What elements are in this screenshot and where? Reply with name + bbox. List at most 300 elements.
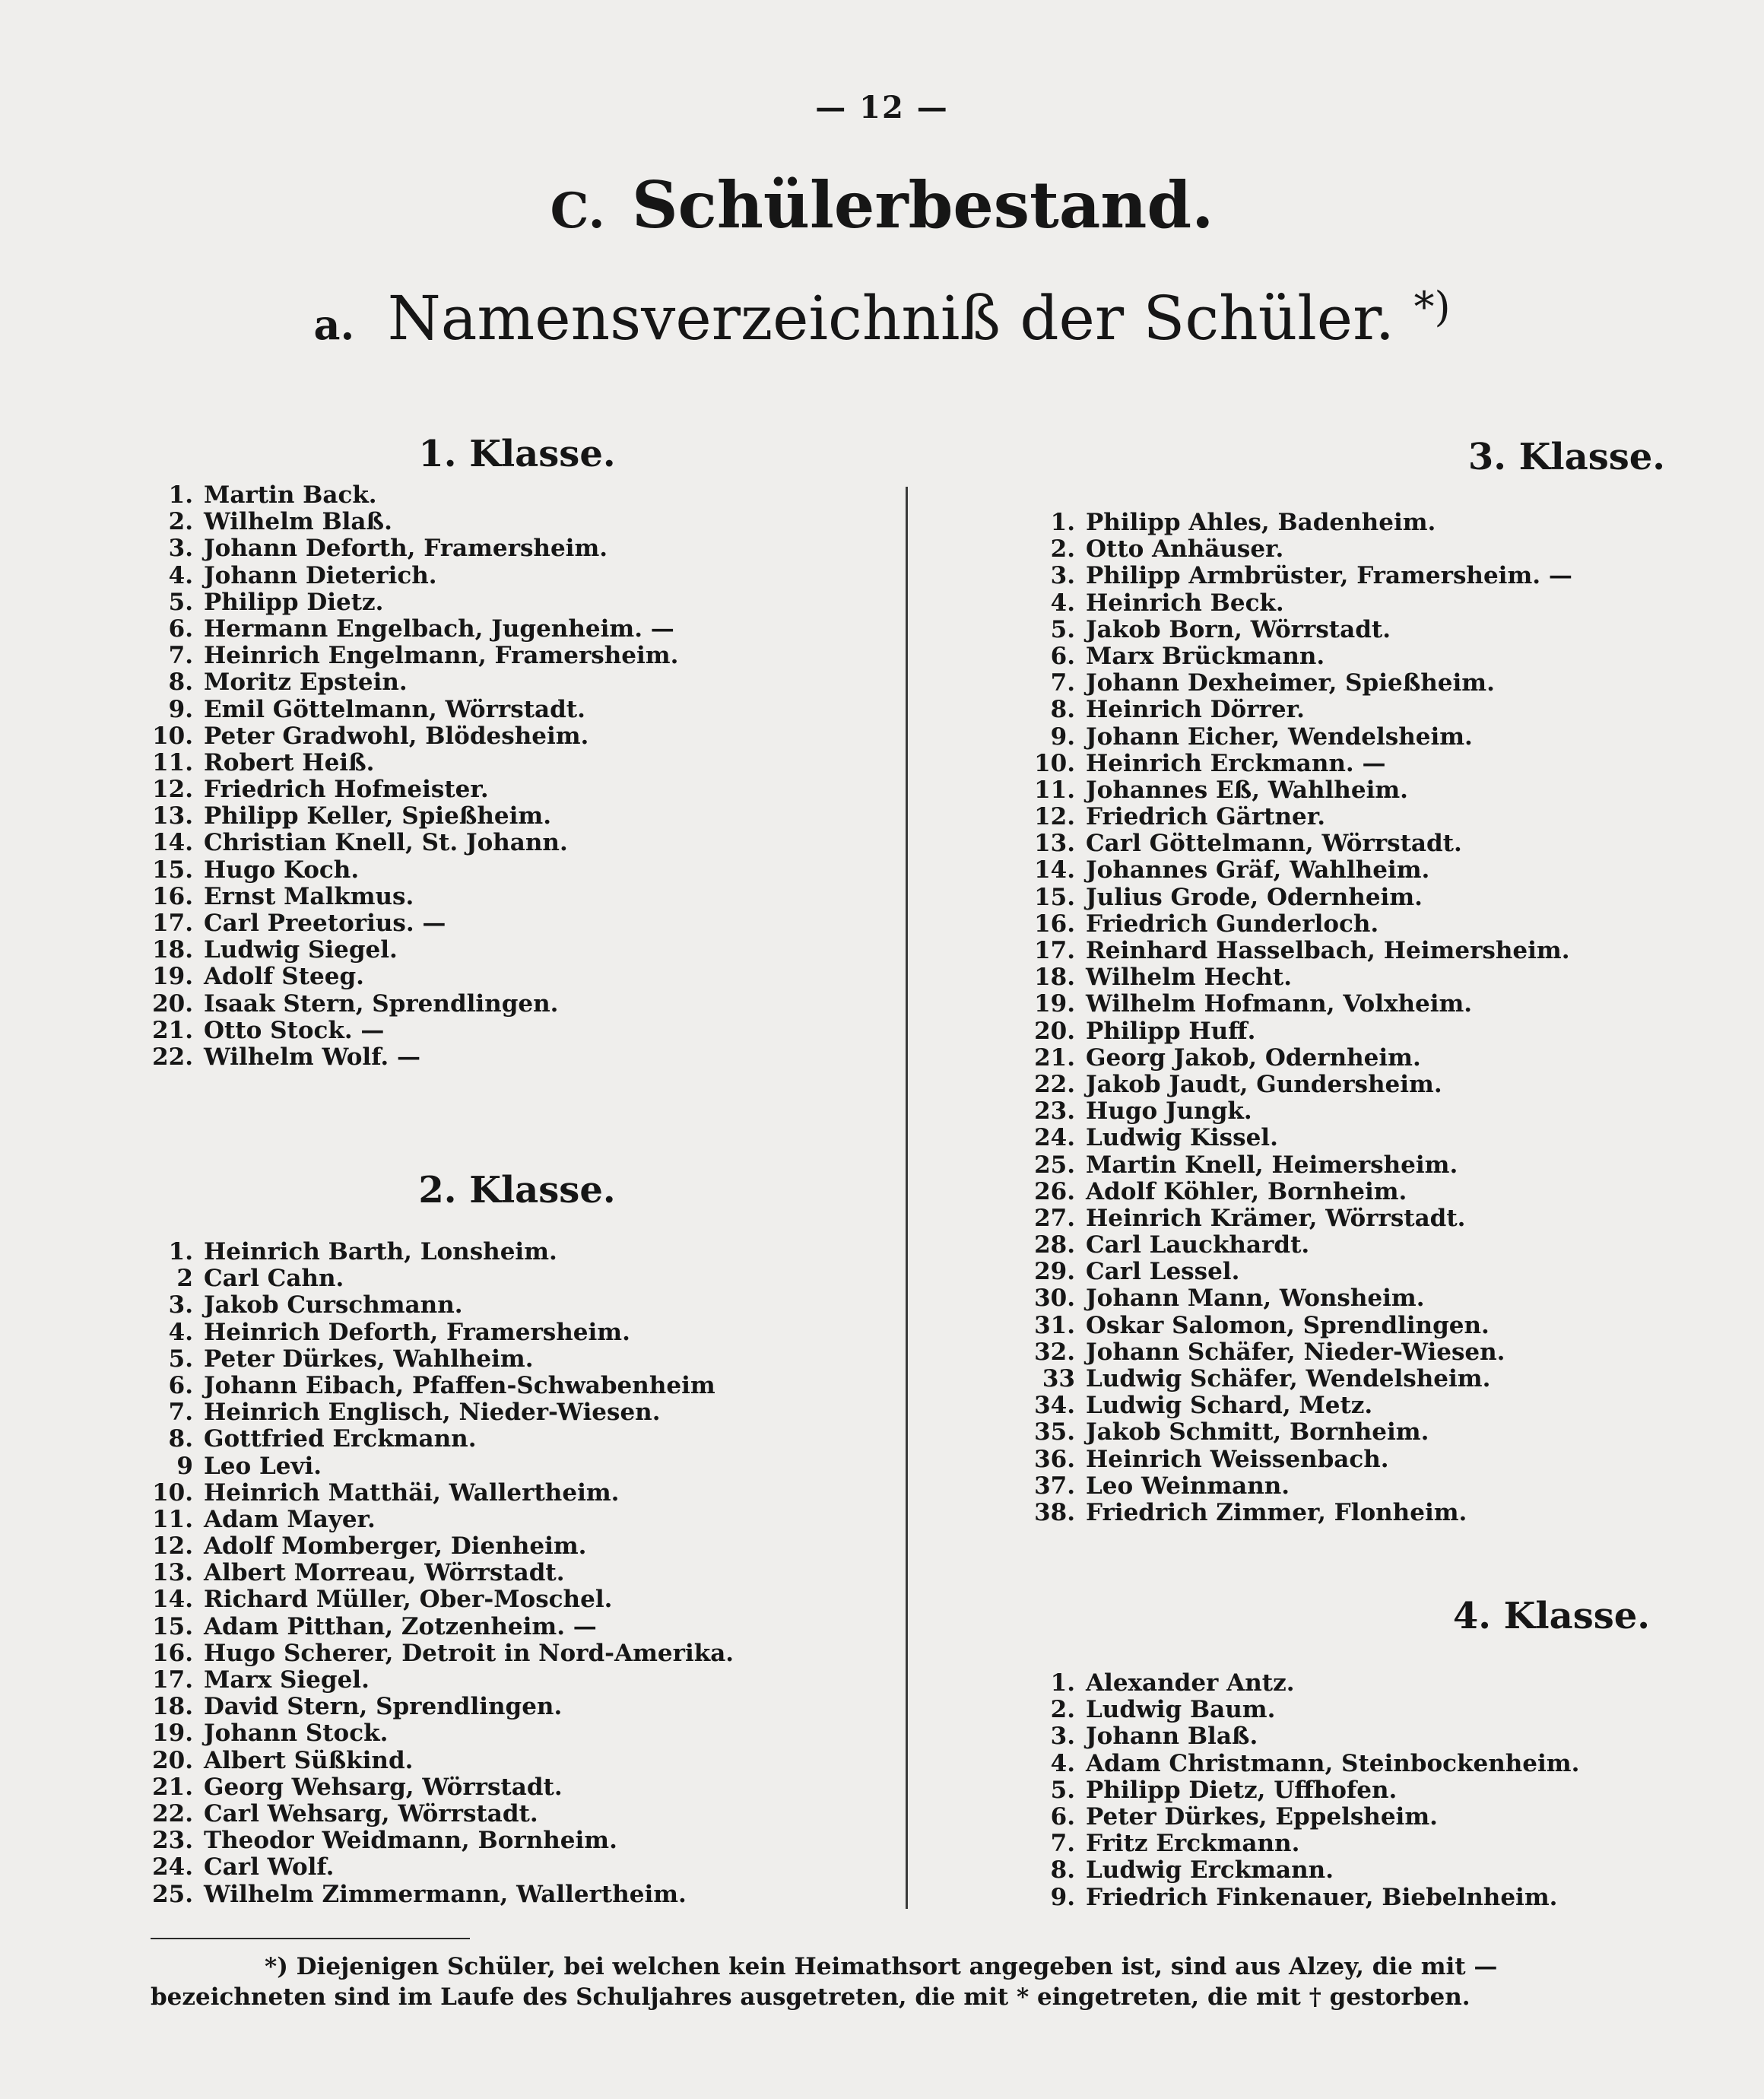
student-name: Reinhard Hasselbach, Heimersheim. xyxy=(1086,937,1570,964)
student-entry xyxy=(144,910,890,937)
class-4-block xyxy=(1026,1594,1696,1911)
student-name: Ludwig Schäfer, Wendelsheim. xyxy=(1086,1365,1491,1392)
student-number: 12. xyxy=(152,1532,193,1561)
student-number: 17. xyxy=(152,1666,193,1694)
student-name: Adolf Steeg. xyxy=(204,963,364,991)
student-entry xyxy=(1026,1392,1696,1419)
student-entry xyxy=(1026,1446,1696,1473)
student-name: Wilhelm Zimmermann, Wallertheim. xyxy=(204,1880,687,1908)
student-number: 18. xyxy=(152,936,193,964)
student-name: Isaak Stern, Sprendlingen. xyxy=(204,989,559,1018)
student-number: 8. xyxy=(168,1425,193,1453)
student-name: Otto Stock. — xyxy=(204,1016,385,1044)
student-number: 16. xyxy=(152,1639,193,1667)
student-number: 1. xyxy=(168,481,193,509)
student-number: 16. xyxy=(1034,910,1075,938)
student-name: Theodor Weidmann, Bornheim. xyxy=(204,1827,617,1855)
student-entry xyxy=(1026,1751,1696,1777)
student-entry xyxy=(144,482,890,509)
student-name: David Stern, Sprendlingen. xyxy=(204,1693,563,1721)
student-entry xyxy=(1026,724,1696,751)
student-entry xyxy=(144,1373,890,1399)
student-entry xyxy=(1026,830,1696,857)
student-entry xyxy=(144,1881,890,1908)
student-entry xyxy=(1026,1804,1696,1831)
class-1-block xyxy=(144,432,890,1071)
student-name: Marx Brückmann. xyxy=(1086,642,1325,670)
student-entry xyxy=(1026,1098,1696,1125)
student-entry xyxy=(1026,804,1696,830)
student-name: Jakob Born, Wörrstadt. xyxy=(1086,615,1391,643)
student-name: Julius Grode, Odernheim. xyxy=(1086,883,1423,911)
student-number: 20. xyxy=(1034,1017,1075,1045)
student-number: 35. xyxy=(1034,1418,1075,1446)
class-4-heading: 4. Klasse. xyxy=(1452,1595,1650,1637)
footnote-mark: *) xyxy=(1413,283,1451,331)
student-name: Heinrich Krämer, Wörrstadt. xyxy=(1086,1204,1466,1232)
student-number: 23. xyxy=(152,1827,193,1855)
student-number: 14. xyxy=(1034,856,1075,884)
student-number: 8. xyxy=(1050,696,1075,724)
student-name: Jakob Jaudt, Gundersheim. xyxy=(1086,1070,1442,1098)
student-number: 2. xyxy=(1050,1696,1075,1724)
student-number: 19. xyxy=(152,963,193,991)
student-entry xyxy=(144,857,890,884)
student-name: Georg Wehsarg, Wörrstadt. xyxy=(204,1773,563,1801)
student-number: 6. xyxy=(1050,1802,1075,1831)
student-number: 25. xyxy=(1034,1151,1075,1179)
student-number: 4. xyxy=(168,561,193,589)
student-name: Martin Back. xyxy=(204,481,377,509)
student-entry xyxy=(144,884,890,910)
student-entry xyxy=(1026,1419,1696,1446)
student-entry xyxy=(1026,938,1696,964)
student-entry xyxy=(144,1399,890,1426)
student-entry xyxy=(144,1453,890,1480)
student-number: 5. xyxy=(1050,1776,1075,1804)
student-name: Johann Deforth, Framersheim. xyxy=(204,535,608,563)
student-entry xyxy=(1026,751,1696,777)
student-number: 36. xyxy=(1034,1445,1075,1473)
student-entry xyxy=(144,1774,890,1801)
student-name: Hermann Engelbach, Jugenheim. — xyxy=(204,614,674,643)
student-number: 16. xyxy=(152,882,193,910)
student-number: 9. xyxy=(1050,722,1075,751)
student-name: Heinrich Erckmann. — xyxy=(1086,749,1386,777)
student-number: 6. xyxy=(168,614,193,643)
student-name: Heinrich Beck. xyxy=(1086,589,1284,617)
student-name: Adolf Köhler, Bornheim. xyxy=(1086,1177,1407,1205)
page-number: — 12 — xyxy=(815,90,949,125)
student-name: Peter Dürkes, Eppelsheim. xyxy=(1086,1802,1438,1831)
student-name: Ludwig Kissel. xyxy=(1086,1124,1278,1152)
student-name: Friedrich Gunderloch. xyxy=(1086,910,1379,938)
student-entry xyxy=(144,589,890,616)
student-number: 7. xyxy=(1050,669,1075,697)
student-entry xyxy=(1026,1500,1696,1526)
student-number: 7. xyxy=(1050,1830,1075,1858)
student-number: 6. xyxy=(1050,642,1075,670)
student-name: Johannes Gräf, Wahlheim. xyxy=(1086,856,1430,884)
student-entry xyxy=(1026,964,1696,991)
student-entry xyxy=(1026,1232,1696,1259)
student-entry xyxy=(1026,1205,1696,1232)
student-entry xyxy=(144,964,890,990)
student-number: 14. xyxy=(152,829,193,857)
student-entry xyxy=(1026,1045,1696,1072)
student-number: 13. xyxy=(152,1559,193,1587)
student-number: 1. xyxy=(168,1238,193,1265)
student-entry xyxy=(144,803,890,830)
student-number: 20. xyxy=(152,989,193,1018)
student-number: 27. xyxy=(1034,1204,1075,1232)
student-name: Carl Cahn. xyxy=(204,1265,344,1293)
student-entry xyxy=(1026,643,1696,670)
subsection-title xyxy=(0,283,1764,354)
student-entry xyxy=(144,830,890,856)
student-name: Georg Jakob, Odernheim. xyxy=(1086,1043,1421,1072)
student-entry xyxy=(144,643,890,669)
student-entry xyxy=(1026,1285,1696,1312)
student-number: 22. xyxy=(152,1043,193,1071)
student-name: Wilhelm Wolf. — xyxy=(204,1043,421,1071)
student-entry xyxy=(144,1292,890,1319)
student-entry xyxy=(144,1319,890,1346)
student-entry xyxy=(1026,1018,1696,1045)
student-entry xyxy=(1026,697,1696,723)
student-name: Albert Morreau, Wörrstadt. xyxy=(204,1559,565,1587)
student-number: 15. xyxy=(152,856,193,884)
class-3-block xyxy=(1026,435,1696,1526)
student-name: Richard Müller, Ober-Moschel. xyxy=(204,1586,613,1614)
student-number: 4. xyxy=(168,1318,193,1346)
student-name: Christian Knell, St. Johann. xyxy=(204,829,568,857)
student-number: 3. xyxy=(168,1291,193,1319)
student-name: Wilhelm Hecht. xyxy=(1086,964,1292,992)
student-entry xyxy=(1026,1473,1696,1500)
student-number: 11. xyxy=(1034,776,1075,804)
student-number: 15. xyxy=(152,1612,193,1640)
student-number: 28. xyxy=(1034,1231,1075,1259)
student-entry xyxy=(1026,617,1696,643)
student-entry xyxy=(144,1827,890,1854)
student-number: 26. xyxy=(1034,1177,1075,1205)
student-entry xyxy=(1026,1152,1696,1179)
student-name: Martin Knell, Heimersheim. xyxy=(1086,1151,1458,1179)
student-name: Ludwig Erckmann. xyxy=(1086,1856,1334,1885)
student-entry xyxy=(1026,510,1696,536)
student-name: Philipp Ahles, Badenheim. xyxy=(1086,509,1436,536)
student-name: Carl Lessel. xyxy=(1086,1258,1240,1286)
student-name: Johann Stock. xyxy=(204,1720,389,1748)
student-number: 12. xyxy=(1034,803,1075,831)
student-number: 9. xyxy=(168,695,193,723)
student-entry xyxy=(144,1560,890,1586)
student-entry xyxy=(144,1239,890,1265)
student-entry xyxy=(144,750,890,776)
student-entry xyxy=(1026,1831,1696,1857)
student-number: 2. xyxy=(1050,535,1075,564)
student-name: Peter Gradwohl, Blödesheim. xyxy=(204,722,589,750)
student-number: 18. xyxy=(1034,964,1075,992)
student-number: 10. xyxy=(152,1478,193,1507)
student-name: Fritz Erckmann. xyxy=(1086,1830,1300,1858)
student-entry xyxy=(144,1801,890,1827)
student-name: Jakob Curschmann. xyxy=(204,1291,463,1319)
student-name: Johann Mann, Wonsheim. xyxy=(1086,1284,1425,1313)
student-number: 4. xyxy=(1050,589,1075,617)
student-number: 20. xyxy=(152,1746,193,1774)
student-name: Johann Blaß. xyxy=(1086,1723,1258,1751)
student-name: Heinrich Dörrer. xyxy=(1086,696,1305,724)
student-number: 4. xyxy=(1050,1749,1075,1777)
student-name: Leo Weinmann. xyxy=(1086,1472,1290,1500)
class-3-heading: 3. Klasse. xyxy=(1467,436,1665,478)
student-name: Heinrich Englisch, Nieder-Wiesen. xyxy=(204,1399,661,1427)
student-name: Heinrich Matthäi, Wallertheim. xyxy=(204,1478,620,1507)
student-number: 19. xyxy=(152,1720,193,1748)
student-number: 3. xyxy=(168,535,193,563)
student-name: Leo Levi. xyxy=(204,1452,322,1480)
student-number: 1. xyxy=(1050,1669,1075,1697)
student-entry xyxy=(144,669,890,696)
student-number: 2 xyxy=(176,1265,193,1293)
student-name: Philipp Keller, Spießheim. xyxy=(204,802,551,830)
class-2-list xyxy=(144,1239,890,1908)
student-name: Friedrich Hofmeister. xyxy=(204,776,489,804)
student-number: 5. xyxy=(168,1345,193,1373)
student-entry xyxy=(1026,670,1696,697)
student-name: Hugo Scherer, Detroit in Nord-Amerika. xyxy=(204,1639,734,1667)
student-name: Heinrich Deforth, Framersheim. xyxy=(204,1318,630,1346)
student-entry xyxy=(144,1640,890,1667)
student-number: 19. xyxy=(1034,990,1075,1018)
student-entry xyxy=(144,991,890,1018)
student-number: 8. xyxy=(1050,1856,1075,1885)
student-entry xyxy=(144,1614,890,1640)
student-entry xyxy=(144,509,890,535)
student-entry xyxy=(144,1507,890,1533)
student-name: Friedrich Zimmer, Flonheim. xyxy=(1086,1498,1467,1526)
student-number: 9 xyxy=(176,1452,193,1480)
student-entry xyxy=(1026,563,1696,589)
class-1-heading: 1. Klasse. xyxy=(418,433,616,475)
student-name: Johann Dexheimer, Spießheim. xyxy=(1086,669,1495,697)
student-entry xyxy=(144,1265,890,1292)
student-entry xyxy=(144,1586,890,1613)
student-number: 5. xyxy=(168,588,193,616)
student-number: 17. xyxy=(152,910,193,937)
student-entry xyxy=(144,1044,890,1071)
student-name: Adam Pitthan, Zotzenheim. — xyxy=(204,1612,597,1640)
student-entry xyxy=(144,1426,890,1453)
student-entry xyxy=(144,697,890,723)
student-entry xyxy=(1026,1072,1696,1098)
student-name: Wilhelm Hofmann, Volxheim. xyxy=(1086,990,1473,1018)
student-entry xyxy=(1026,1723,1696,1750)
student-name: Carl Wolf. xyxy=(204,1853,335,1881)
student-name: Hugo Koch. xyxy=(204,856,360,884)
student-entry xyxy=(1026,536,1696,563)
student-number: 13. xyxy=(152,802,193,830)
student-name: Jakob Schmitt, Bornheim. xyxy=(1086,1418,1429,1446)
student-name: Peter Dürkes, Wahlheim. xyxy=(204,1345,534,1373)
student-number: 15. xyxy=(1034,883,1075,911)
student-name: Carl Preetorius. — xyxy=(204,910,446,937)
student-entry xyxy=(144,616,890,643)
student-name: Friedrich Gärtner. xyxy=(1086,803,1326,831)
student-entry xyxy=(144,1346,890,1373)
student-number: 25. xyxy=(152,1880,193,1908)
student-entry xyxy=(144,723,890,750)
student-name: Philipp Huff. xyxy=(1086,1017,1256,1045)
student-entry xyxy=(1026,1697,1696,1723)
student-number: 9. xyxy=(1050,1883,1075,1911)
student-number: 8. xyxy=(168,668,193,697)
section-title xyxy=(0,167,1764,243)
student-number: 34. xyxy=(1034,1392,1075,1420)
student-entry xyxy=(144,1667,890,1694)
student-name: Otto Anhäuser. xyxy=(1086,535,1284,564)
student-entry xyxy=(144,1854,890,1881)
student-number: 6. xyxy=(168,1371,193,1399)
class-2-heading: 2. Klasse. xyxy=(418,1169,616,1211)
student-number: 38. xyxy=(1034,1498,1075,1526)
student-name: Ludwig Siegel. xyxy=(204,936,398,964)
student-entry xyxy=(1026,1885,1696,1911)
student-number: 30. xyxy=(1034,1284,1075,1313)
student-number: 33 xyxy=(1042,1365,1075,1392)
student-name: Carl Göttelmann, Wörrstadt. xyxy=(1086,830,1462,858)
student-name: Philipp Dietz, Uffhofen. xyxy=(1086,1776,1398,1804)
student-entry xyxy=(144,535,890,562)
student-name: Heinrich Weissenbach. xyxy=(1086,1445,1389,1473)
student-entry xyxy=(144,776,890,803)
student-number: 23. xyxy=(1034,1097,1075,1126)
student-name: Johann Eibach, Pfaffen-Schwabenheim xyxy=(204,1371,715,1399)
student-entry xyxy=(1026,590,1696,617)
student-number: 13. xyxy=(1034,830,1075,858)
subsection-label: a. xyxy=(313,300,355,349)
student-number: 22. xyxy=(1034,1070,1075,1098)
student-name: Wilhelm Blaß. xyxy=(204,508,392,536)
student-name: Carl Wehsarg, Wörrstadt. xyxy=(204,1799,538,1827)
student-name: Ludwig Baum. xyxy=(1086,1696,1276,1724)
student-entry xyxy=(1026,1339,1696,1366)
student-name: Ernst Malkmus. xyxy=(204,882,414,910)
student-number: 1. xyxy=(1050,509,1075,536)
class-4-list xyxy=(1026,1670,1696,1911)
student-name: Carl Lauckhardt. xyxy=(1086,1231,1310,1259)
class-3-list xyxy=(1026,510,1696,1526)
student-name: Marx Siegel. xyxy=(204,1666,370,1694)
section-label: C. xyxy=(550,183,605,240)
student-entry xyxy=(144,1748,890,1774)
student-entry xyxy=(1026,1777,1696,1804)
student-entry xyxy=(144,1720,890,1747)
student-name: Heinrich Barth, Lonsheim. xyxy=(204,1238,557,1265)
student-name: Johannes Eß, Wahlheim. xyxy=(1086,776,1408,804)
student-name: Johann Eicher, Wendelsheim. xyxy=(1086,722,1473,751)
student-number: 18. xyxy=(152,1693,193,1721)
student-number: 22. xyxy=(152,1799,193,1827)
student-entry xyxy=(1026,1857,1696,1884)
student-name: Emil Göttelmann, Wörrstadt. xyxy=(204,695,585,723)
student-name: Ludwig Schard, Metz. xyxy=(1086,1392,1373,1420)
student-number: 24. xyxy=(152,1853,193,1881)
student-number: 21. xyxy=(152,1016,193,1044)
student-number: 12. xyxy=(152,776,193,804)
student-name: Philipp Armbrüster, Framersheim. — xyxy=(1086,562,1572,590)
student-number: 37. xyxy=(1034,1472,1075,1500)
student-number: 5. xyxy=(1050,615,1075,643)
student-number: 21. xyxy=(1034,1043,1075,1072)
student-number: 14. xyxy=(152,1586,193,1614)
student-number: 21. xyxy=(152,1773,193,1801)
student-entry xyxy=(144,937,890,964)
student-number: 3. xyxy=(1050,562,1075,590)
section-title-text: Schülerbestand. xyxy=(632,167,1214,243)
student-name: Robert Heiß. xyxy=(204,748,375,776)
student-name: Gottfried Erckmann. xyxy=(204,1425,477,1453)
student-entry xyxy=(1026,884,1696,911)
student-number: 2. xyxy=(168,508,193,536)
student-entry xyxy=(144,563,890,589)
student-entry xyxy=(1026,1259,1696,1285)
student-number: 11. xyxy=(152,1505,193,1533)
student-number: 11. xyxy=(152,748,193,776)
student-number: 32. xyxy=(1034,1338,1075,1366)
student-entry xyxy=(1026,1670,1696,1697)
student-entry xyxy=(1026,1366,1696,1392)
column-divider xyxy=(906,487,908,1909)
student-name: Heinrich Engelmann, Framersheim. xyxy=(204,642,679,670)
student-number: 29. xyxy=(1034,1258,1075,1286)
student-number: 10. xyxy=(1034,749,1075,777)
student-name: Friedrich Finkenauer, Biebelnheim. xyxy=(1086,1883,1558,1911)
footnote: *) Diejenigen Schüler, bei welchen kein Heimathsort angegeben ist, sind aus Alzey, die mit — bezeichneten sind im Laufe des Schuljahres ausgetreten, die mit * eingetreten, die mit † gestorben. xyxy=(151,1953,1498,2011)
student-name: Johann Dieterich. xyxy=(204,561,437,589)
student-entry xyxy=(144,1018,890,1044)
student-number: 10. xyxy=(152,722,193,750)
student-entry xyxy=(1026,991,1696,1018)
footnote-rule xyxy=(151,1938,470,1939)
student-name: Philipp Dietz. xyxy=(204,588,384,616)
student-name: Albert Süßkind. xyxy=(204,1746,414,1774)
student-name: Adolf Momberger, Dienheim. xyxy=(204,1532,587,1561)
student-number: 24. xyxy=(1034,1124,1075,1152)
class-2-block xyxy=(144,1168,890,1908)
student-entry xyxy=(1026,911,1696,938)
subsection-title-text: Namensverzeichniß der Schüler. xyxy=(387,283,1395,354)
student-name: Oskar Salomon, Sprendlingen. xyxy=(1086,1311,1490,1339)
student-number: 7. xyxy=(168,642,193,670)
student-number: 3. xyxy=(1050,1723,1075,1751)
student-name: Johann Schäfer, Nieder-Wiesen. xyxy=(1086,1338,1505,1366)
student-name: Alexander Antz. xyxy=(1086,1669,1295,1697)
student-entry xyxy=(144,1480,890,1507)
student-entry xyxy=(144,1533,890,1560)
student-number: 7. xyxy=(168,1399,193,1427)
student-entry xyxy=(1026,1313,1696,1339)
student-entry xyxy=(1026,1179,1696,1205)
student-entry xyxy=(1026,1125,1696,1151)
student-entry xyxy=(1026,777,1696,804)
student-name: Hugo Jungk. xyxy=(1086,1097,1252,1126)
student-entry xyxy=(1026,857,1696,884)
student-name: Moritz Epstein. xyxy=(204,668,408,697)
student-name: Adam Christmann, Steinbockenheim. xyxy=(1086,1749,1580,1777)
